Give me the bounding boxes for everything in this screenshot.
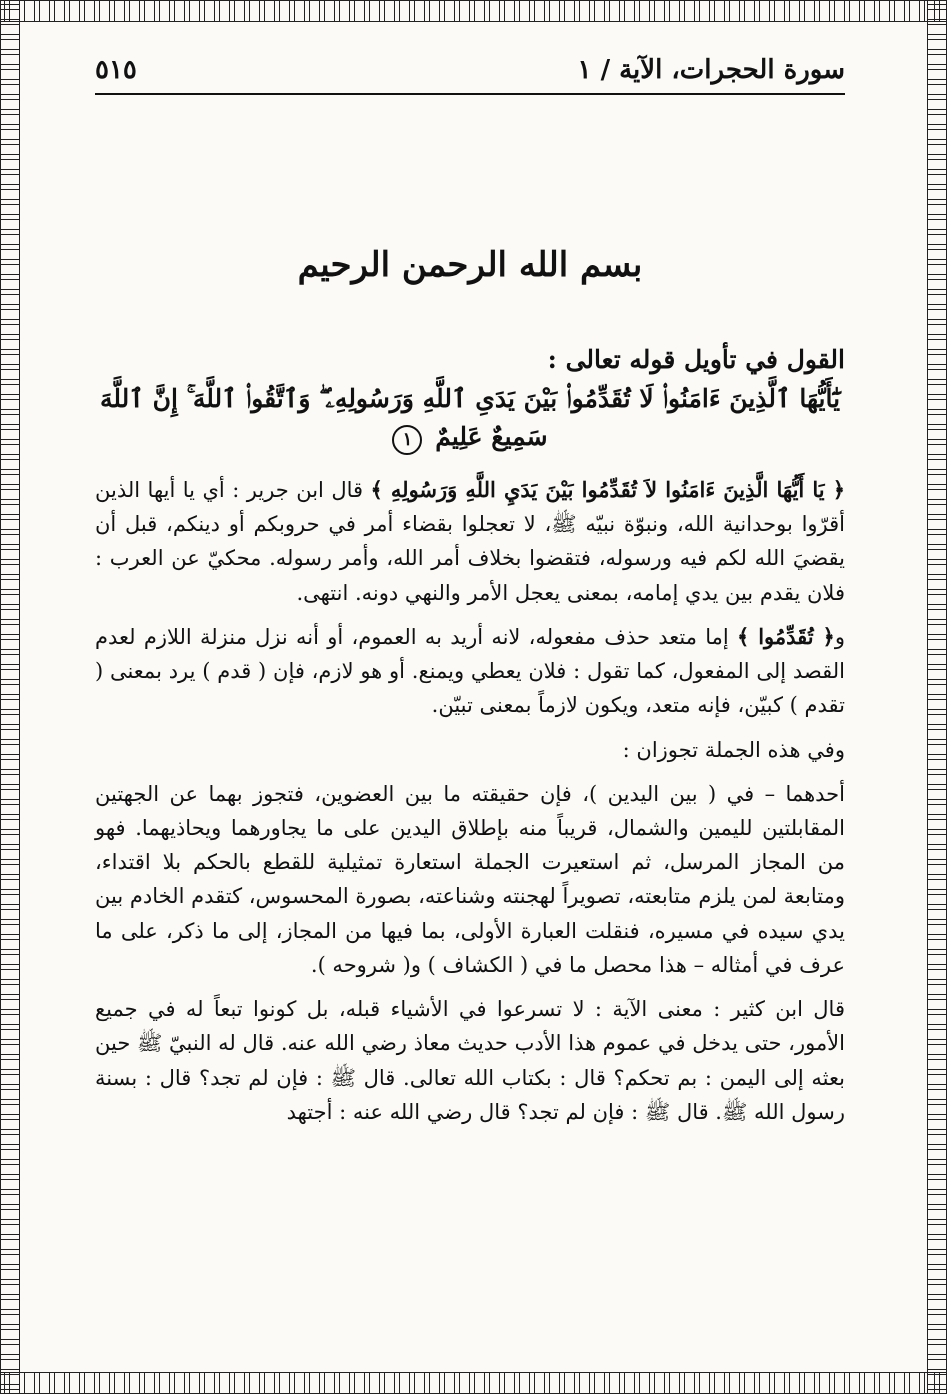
paragraph-2-text: إما متعد حذف مفعوله، لانه أريد به العموم، أو أنه نزل منزلة اللازم لعدم القصد إلى المفعول، كما تقول : فلان يعطي ويمنع. أو هو لازم، فإن ( قدم ) يرد بمعنى ( تقدم ) كبيّن، فإنه متعد، ويكون لازماً بمعنى تبيّن. xyxy=(95,624,845,718)
quoted-word: ﴿ تُقَدِّمُوا ﴾ xyxy=(737,623,835,649)
paragraph-1-text: قال ابن جرير : أي يا أيها الذين أقرّوا بوحدانية الله، ونبوّة نبيّه ﷺ، لا تعجلوا بقضاء أمر في حروبكم أو دينكم، قبل أن يقضيَ الله لكم فيه ورسوله، فتقضوا بخلاف أمر الله، وأمر رسوله. محكيّ عن العرب : فلان يقدم بين يدي إمامه، بمعنى يعجل الأمر والنهي دونه. انتهى. xyxy=(95,478,845,605)
quoted-verse: ﴿ يَا أَيُّهَا الَّذِينَ ءَامَنُوا لاَ تُقَدِّمُوا بَيْنَ يَدَيِ اللَّهِ وَرَسُولِهِ ﴾ xyxy=(370,477,845,502)
paragraph-2 xyxy=(95,620,845,723)
surah-reference: سورة الحجرات، الآية / ١ xyxy=(577,55,845,85)
decorative-border-right xyxy=(927,0,947,1394)
paragraph-3: وفي هذه الجملة تجوزان : xyxy=(622,737,845,762)
paragraph-5: قال ابن كثير : معنى الآية : لا تسرعوا في الأشياء قبله، بل كونوا تبعاً له في جميع الأمور، حتى يدخل في عموم هذا الأدب حديث معاذ رضي الله عنه. قال له النبيّ ﷺ حين بعثه إلى اليمن : بم تحكم؟ قال : بكتاب الله تعالى. قال ﷺ : فإن لم تجد؟ قال : بسنة رسول الله ﷺ. قال ﷺ : فإن لم تجد؟ قال رضي الله عنه : أجتهد xyxy=(95,997,845,1124)
page-number: ٥١٥ xyxy=(95,55,137,85)
basmala: بسم الله الرحمن الرحيم xyxy=(297,245,643,285)
verse-text: يَٰٓأَيُّهَا ٱلَّذِينَ ءَامَنُوا۟ لَا تُقَدِّمُوا۟ بَيْنَ يَدَىِ ٱللَّهِ وَرَسُولِهِۦ ۖ وَٱتَّقُوا۟ ٱللَّهَ ۚ إِنَّ ٱللَّهَ سَمِيعٌ عَلِيمٌ xyxy=(99,384,841,451)
decorative-border-left xyxy=(0,0,20,1394)
running-head xyxy=(95,55,845,95)
paragraph-2-prefix: و xyxy=(834,624,845,649)
paragraph-4: أحدهما – في ( بين اليدين )، فإن حقيقته ما بين العضوين، فتجوز بهما عن الجهتين المقابلتين لليمين والشمال، قريباً منه بإطلاق اليدين على ما يجاورهما ويحاذيهما. فهو من المجاز المرسل، ثم استعيرت الجملة استعارة تمثيلية للقطع بالحكم بلا اقتداء، ومتابعة لمن يلزم متابعته، تصويراً لهجنته وشناعته، بصورة المحسوس، كتقدم الخادم بين يدي سيده في مسيره، فنقلت العبارة الأولى، بما فيها من المجاز، إلى ما ذكر، على ما عرف في أمثاله – هذا محصل ما في ( الكشاف ) و( شروحه ). xyxy=(95,781,845,977)
section-heading: القول في تأويل قوله تعالى : xyxy=(547,345,845,374)
ayah-number-marker: ١ xyxy=(392,425,422,455)
decorative-border-bottom xyxy=(0,1372,947,1394)
decorative-border-top xyxy=(0,0,947,22)
paragraph-1 xyxy=(95,473,845,610)
quran-verse xyxy=(95,380,845,455)
page-body xyxy=(95,55,845,1139)
